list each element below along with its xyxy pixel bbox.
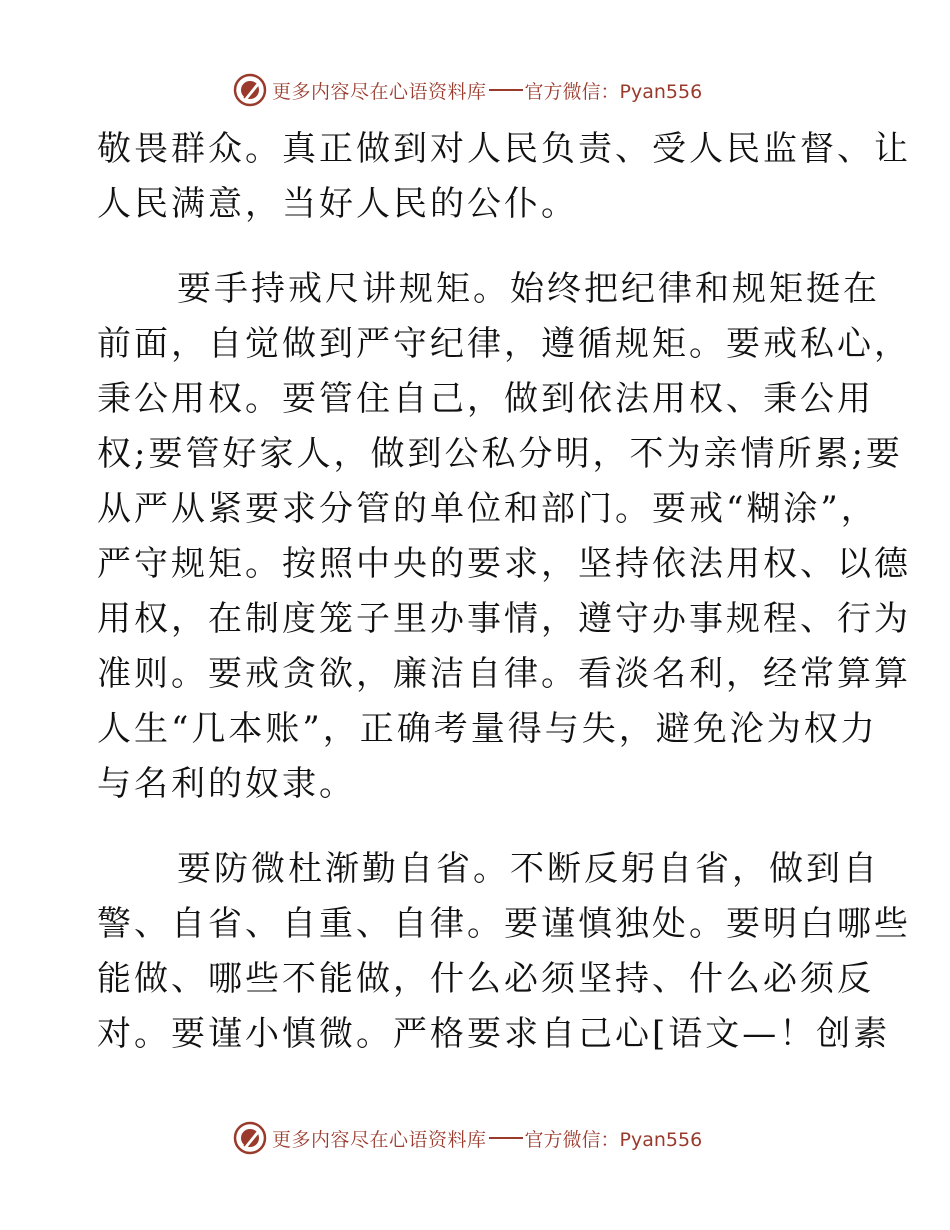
banner-dash: [489, 89, 523, 91]
text-line: 秉公用权。要管住自己，做到依法用权、秉公用: [97, 379, 874, 419]
text-line: 要手持戒尺讲规矩。始终把纪律和规矩挺在: [177, 269, 880, 309]
document-body: [97, 122, 911, 1062]
text-line: 前面，自觉做到严守纪律，遵循规矩。要戒私心，: [97, 324, 911, 364]
text-line: 对。要谨小慎微。严格要求自己心[语文—！创素: [97, 1014, 891, 1054]
text-line: 人生“几本账”，正确考量得与失，避免沦为权力: [97, 709, 878, 749]
text-line: 要防微杜渐勤自省。不断反躬自省，做到自: [177, 849, 880, 889]
text-line: 警、自省、自重、自律。要谨慎独处。要明白哪些: [97, 904, 911, 944]
banner-brand-text: 更多内容尽在心语资料库: [272, 1128, 487, 1151]
text-line: 用权，在制度笼子里办事情，遵守办事规程、行为: [97, 599, 911, 639]
banner-wechat-text: 官方微信：Pyan556: [524, 80, 703, 103]
banner-dash: [489, 1137, 523, 1139]
banner-brand-text: 更多内容尽在心语资料库: [272, 80, 487, 103]
paragraph-2: [97, 262, 911, 812]
text-line: 与名利的奴隶。: [97, 764, 356, 804]
header-banner: [232, 70, 702, 110]
footer-banner: [232, 1118, 702, 1158]
paragraph-3: [97, 842, 911, 1062]
text-line: 从严从紧要求分管的单位和部门。要戒“糊涂”，: [97, 489, 878, 529]
pen-logo-icon: [232, 1120, 268, 1156]
text-line: 敬畏群众。真正做到对人民负责、受人民监督、让: [97, 129, 911, 169]
text-line: 人民满意，当好人民的公仆。: [97, 184, 578, 224]
banner-wechat-text: 官方微信：Pyan556: [524, 1128, 703, 1151]
pen-logo-icon: [232, 72, 268, 108]
paragraph-1: [97, 122, 911, 232]
text-line: 准则。要戒贪欲，廉洁自律。看淡名利，经常算算: [97, 654, 911, 694]
text-line: 能做、哪些不能做，什么必须坚持、什么必须反: [97, 959, 874, 999]
text-line: 权;要管好家人，做到公私分明，不为亲情所累;要: [97, 434, 903, 474]
text-line: 严守规矩。按照中央的要求，坚持依法用权、以德: [97, 544, 911, 584]
